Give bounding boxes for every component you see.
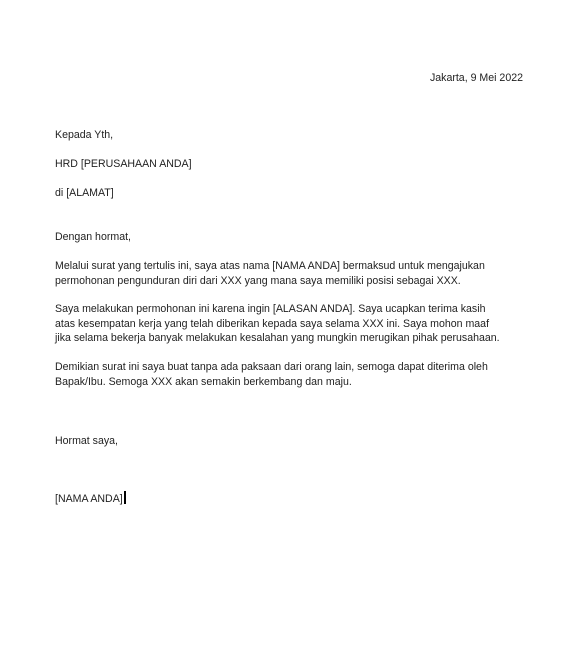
paragraph-line: Demikian surat ini saya buat tanpa ada paksaan dari orang lain, semoga dapat diterima oleh	[55, 361, 488, 373]
paragraph-line: atas kesempatan kerja yang telah diberikan kepada saya selama XXX ini. Saya mohon maaf	[55, 317, 490, 330]
letter-date: Jakarta, 9 Mei 2022	[429, 72, 523, 84]
paragraph-line: permohonan pengunduran diri dari XXX yang mana saya memiliki posisi sebagai XXX.	[55, 274, 461, 287]
paragraph-line: Bapak/Ibu. Semoga XXX akan semakin berkembang dan maju.	[55, 375, 352, 388]
letter-greeting: Dengan hormat,	[55, 231, 131, 243]
letter-closing: Hormat saya,	[55, 435, 118, 447]
paragraph-line: jika selama bekerja banyak melakukan kesalahan yang mungkin merugikan pihak perusahaan.	[55, 332, 500, 344]
recipient-company: HRD [PERUSAHAAN ANDA]	[55, 158, 192, 170]
paragraph-resignation	[55, 259, 525, 288]
text-cursor	[124, 491, 126, 504]
paragraph-closing-remarks	[55, 360, 525, 389]
signature-line[interactable]	[55, 491, 126, 506]
paragraph-line: Melalui surat yang tertulis ini, saya atas nama [NAMA ANDA] bermaksud untuk mengajukan	[55, 260, 485, 272]
paragraph-reason	[55, 302, 525, 346]
signature-name: [NAMA ANDA]	[55, 493, 123, 505]
recipient-salutation: Kepada Yth,	[55, 129, 114, 141]
paragraph-line: Saya melakukan permohonan ini karena ingin [ALASAN ANDA]. Saya ucapkan terima kasih	[55, 303, 486, 315]
recipient-address: di [ALAMAT]	[55, 187, 114, 199]
